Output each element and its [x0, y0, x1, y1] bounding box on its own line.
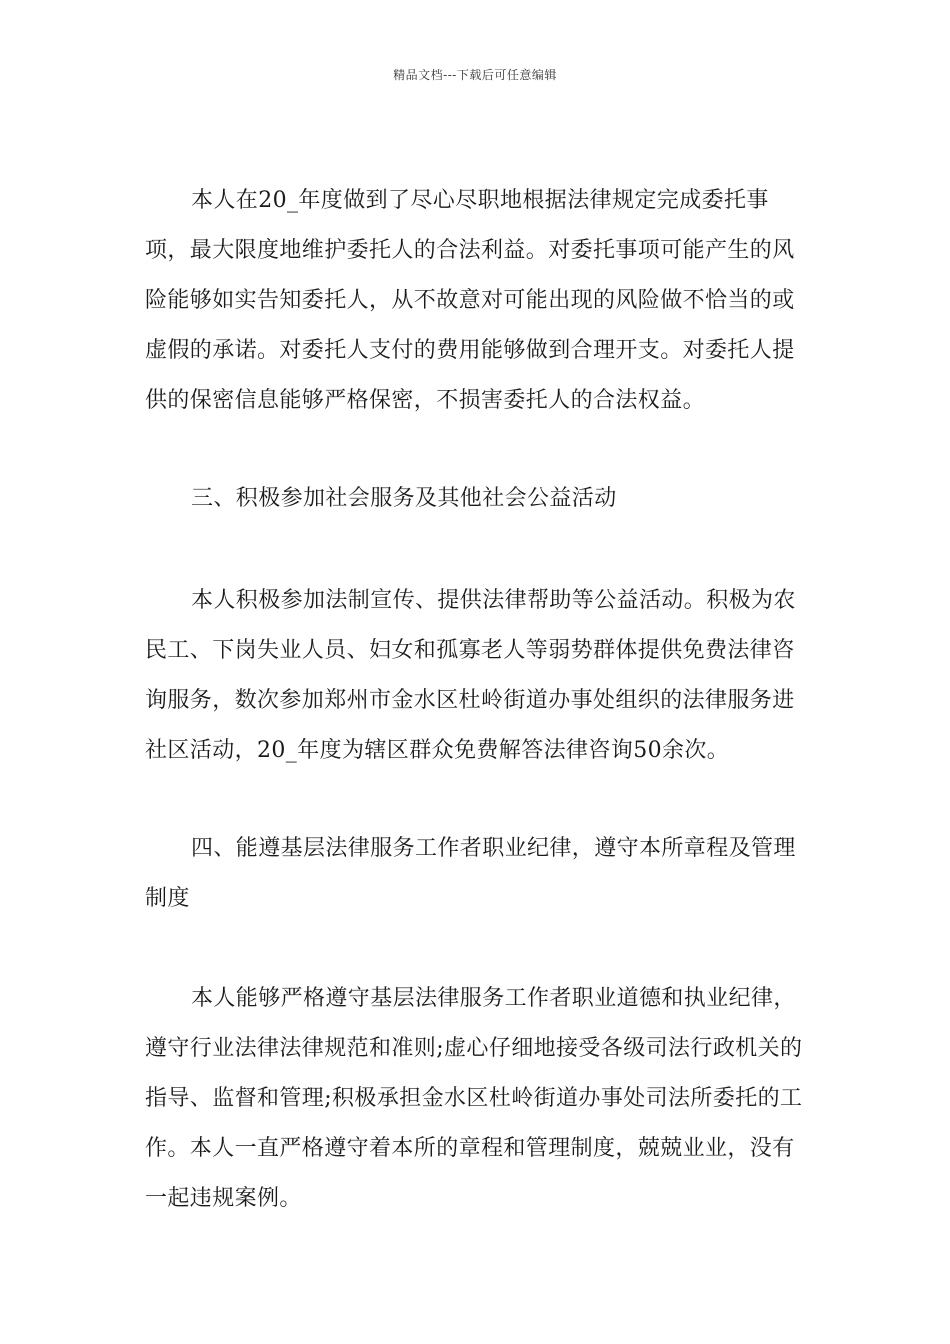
paragraph-client-duties: 本人在20_年度做到了尽心尽职地根据法律规定完成委托事项，最大限度地维护委托人的合法利益。对委托事项可能产生的风险能够如实告知委托人，从不故意对可能出现的风险做不恰当的或虚假的承诺。对委托人支付的费用能够做到合理开支。对委托人提供的保密信息能够严格保密，不损害委托人的合法权益。 — [145, 188, 795, 413]
paragraph-public-service: 本人积极参加法制宣传、提供法律帮助等公益活动。积极为农民工、下岗失业人员、妇女和孤寡老人等弱势群体提供免费法律咨询服务，数次参加郑州市金水区杜岭街道办事处组织的法律服务进社区活动，20_年度为辖区群众免费解答法律咨询50余次。 — [145, 588, 796, 763]
section-heading-public-service: 三、积极参加社会服务及其他社会公益活动 — [191, 486, 617, 511]
section-heading-discipline: 四、能遵基层法律服务工作者职业纪律，遵守本所章程及管理制度 — [145, 836, 796, 911]
paragraph-discipline: 本人能够严格遵守基层法律服务工作者职业道德和执业纪律，遵守行业法律法律规范和准则;虚心仔细地接受各级司法行政机关的指导、监督和管理;积极承担金水区杜岭街道办事处司法所委托的工作。本人一直严格遵守着本所的章程和管理制度，兢兢业业，没有一起违规案例。 — [145, 986, 803, 1211]
page-header: 精品文档---下载后可任意编辑 — [393, 68, 557, 82]
